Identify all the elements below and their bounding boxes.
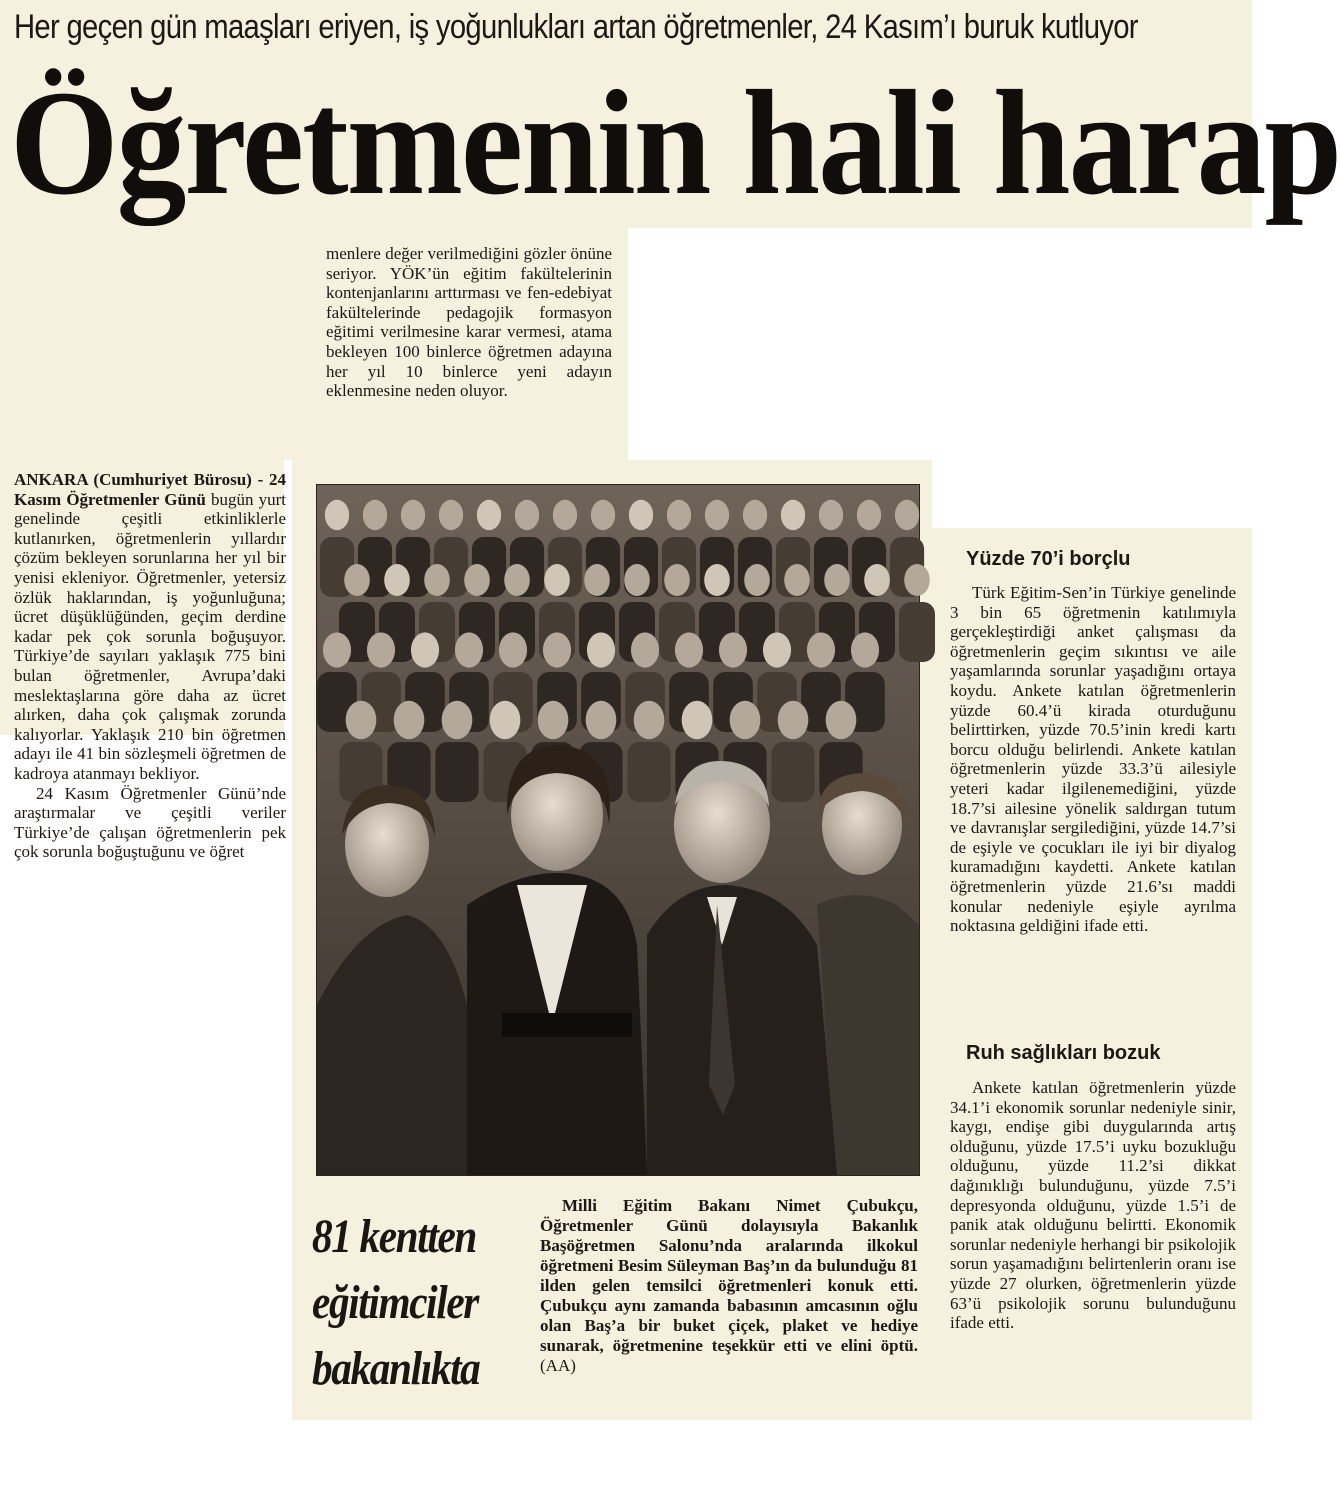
column-2-paragraph: menlere değer verilmediğini gözler önüne seriyor. YÖK’ün eğitim fakültelerinin kontenjanlarını arttırması ve fen-edebiyat fakültelerinde pedagojik formasyon eğitimi verilmesine karar vermesi, atama bekleyen 100 binlerce öğretmen adayına her yıl 10 binlerce yeni adayın eklenmesine neden oluyor. — [326, 244, 612, 401]
group-photo — [316, 484, 920, 1176]
section-2-title: Ruh sağlıkları bozuk — [966, 1042, 1161, 1064]
crowd-head — [553, 500, 577, 530]
crowd-head — [584, 564, 610, 596]
crowd-head — [538, 701, 569, 739]
crowd-head — [544, 564, 570, 596]
crowd-head — [367, 632, 395, 667]
crowd-head — [807, 632, 835, 667]
crowd-head — [730, 701, 761, 739]
crowd-head — [819, 500, 843, 530]
crowd-head — [490, 701, 521, 739]
photo-title-line-2: eğitimciler — [312, 1276, 478, 1329]
crowd-head — [784, 564, 810, 596]
crowd-head — [664, 564, 690, 596]
crowd-head — [587, 632, 615, 667]
crowd-head — [504, 564, 530, 596]
section-1-body — [950, 583, 1236, 936]
photo-title-line-3: bakanlıkta — [312, 1342, 480, 1395]
column-1-paragraph-2: 24 Kasım Öğretmenler Günü’nde araştırmalar ve çeşitli veriler Türkiye’de çalışan öğretmenlerin pek çok sorunla boğuştuğunu ve öğret — [14, 783, 286, 862]
column-2 — [326, 244, 612, 401]
crowd-head — [464, 564, 490, 596]
crowd-head — [325, 500, 349, 530]
crowd-head — [401, 500, 425, 530]
crowd-head — [346, 701, 377, 739]
crowd-head — [394, 701, 425, 739]
crowd-body — [771, 742, 814, 802]
section-2-paragraph: Ankete katılan öğretmenlerin yüzde 34.1’i ekonomik sorunlar nedeniyle sinir, kaygı, endişe gibi duygularında artış olduğunu, yüzde 17.5’i uyku bozukluğu olduğunu, yüzde 11.2’si dikkat dağınıklığı bulunduğunu, yüzde 7.5’i depresyonda olduğunu, yüzde 1.5’i de panik atak olduğunu belirtti. Ekonomik sorunlar nedeniyle herhangi bir psikolojik sorun yaşamadığını belirtenlerin oranı ise yüzde 27 olurken, öğretmenlerin yüzde 63’ü psikolojik sorunu bulunduğunu ifade etti. — [950, 1078, 1236, 1333]
crowd-head — [323, 632, 351, 667]
crowd-head — [455, 632, 483, 667]
crowd-body — [435, 742, 478, 802]
crowd-head — [826, 701, 857, 739]
photo-title — [312, 1204, 479, 1402]
crowd-head — [344, 564, 370, 596]
crowd-head — [624, 564, 650, 596]
crowd-head — [719, 632, 747, 667]
crowd-head — [515, 500, 539, 530]
section-2-body — [950, 1078, 1236, 1333]
crowd-head — [499, 632, 527, 667]
crowd-head — [543, 632, 571, 667]
column-1-paragraph-1: bugün yurt genelinde çeşitli etkinliklerle kutlanırken, öğretmenlerin yıllardır çözüm bekleyen sorunlarına her yıl bir yenisi ekleniyor. Öğretmenler, yetersiz özlük haklarından, iş yoğunluğuna; ücret düşüklüğünden, geçim derdine kadar pek çok sorunla boğuşuyor. Türkiye’de sayıları yaklaşık 775 bini bulan öğretmenler, Avrupa’daki meslektaşlarına göre daha az ücret alırken, daha çok çalışmak zorunda kalıyorlar. Yaklaşık 210 bin öğretmen adayı ile 41 bin sözleşmeli öğretmen de kadroya atanmayı bekliyor. — [14, 489, 286, 783]
crowd-head — [411, 632, 439, 667]
crowd-head — [675, 632, 703, 667]
crowd-head — [682, 701, 713, 739]
photo-caption-source: (AA) — [540, 1356, 576, 1375]
crowd-head — [424, 564, 450, 596]
crowd-head — [667, 500, 691, 530]
crowd-head — [763, 632, 791, 667]
crowd-head — [477, 500, 501, 530]
section-1-title: Yüzde 70’i borçlu — [966, 548, 1131, 570]
crowd-head — [895, 500, 919, 530]
crowd-head — [442, 701, 473, 739]
crowd-head — [384, 564, 410, 596]
headline: Öğretmenin hali harap — [10, 60, 1340, 226]
crowd-head — [629, 500, 653, 530]
photo-title-line-1: 81 kentten — [312, 1210, 476, 1263]
crowd-head — [744, 564, 770, 596]
crowd-head — [634, 701, 665, 739]
column-1 — [14, 470, 286, 862]
crowd-head — [705, 500, 729, 530]
crowd-head — [857, 500, 881, 530]
crowd-head — [778, 701, 809, 739]
dateline-lead: ANKARA (Cumhuriyet Bürosu) - 24 Kasım Öğretmenler Günü — [14, 470, 286, 509]
crowd-head — [439, 500, 463, 530]
crowd-head — [904, 564, 930, 596]
crowd-head — [824, 564, 850, 596]
crowd-head — [864, 564, 890, 596]
crowd-head — [586, 701, 617, 739]
crowd-head — [631, 632, 659, 667]
section-1-paragraph: Türk Eğitim-Sen’in Türkiye genelinde 3 bin 65 öğretmenin katılımıyla gerçekleştirdiği anket çalışması da öğretmenlerin geçim sıkıntısı ve aile yaşamlarında sorunlar yaşadığını ortaya koydu. Ankete katılan öğretmenlerin yüzde 60.4’ü kirada oturduğunu belirttirken, yüzde 70.5’inin kredi kartı borcu olduğu belirlendi. Ankete katılan öğretmenlerin yüzde 33.3’ü ailesiyle yeteri kadar ilgilenemediğini, yüzde 18.7’si ailesine yönelik saldırgan tutum ve davranışlar sergilediğini, yüzde 14.7’si de eşiyle ve çocukları ile iyi bir diyalog kuramadığını kaydetti. Ankete katılan öğretmenlerin yüzde 21.6’sı maddi konular nedeniyle eşiyle ayrılma noktasına geldiğini ifade etti. — [950, 583, 1236, 936]
crowd-head — [743, 500, 767, 530]
photo-caption-text: Milli Eğitim Bakanı Nimet Çubukçu, Öğretmenler Günü dolayısıyla Bakanlık Başöğretmen Salonu’nda aralarında ilkokul öğretmeni Besim Süleyman Baş’ın da bulunduğu 81 ilden gelen temsilci öğretmenleri konuk etti. Çubukçu aynı zamanda babasının amcasının oğlu olan Baş’a bir buket çiçek, plaket ve hediye sunarak, öğretmenine teşekkür etti ve elini öptü. — [540, 1196, 918, 1355]
crowd-head — [704, 564, 730, 596]
crowd-head — [851, 632, 879, 667]
column-1-clip — [0, 228, 286, 862]
crowd-head — [363, 500, 387, 530]
crowd-head — [781, 500, 805, 530]
crowd-head — [591, 500, 615, 530]
kicker: Her geçen gün maaşları eriyen, iş yoğunlukları artan öğretmenler, 24 Kasım’ı buruk kutluyor — [14, 8, 1138, 46]
crowd-body — [899, 602, 935, 662]
photo-caption — [540, 1196, 918, 1376]
group-photo-illustration — [317, 485, 919, 1175]
crowd-body — [627, 742, 670, 802]
